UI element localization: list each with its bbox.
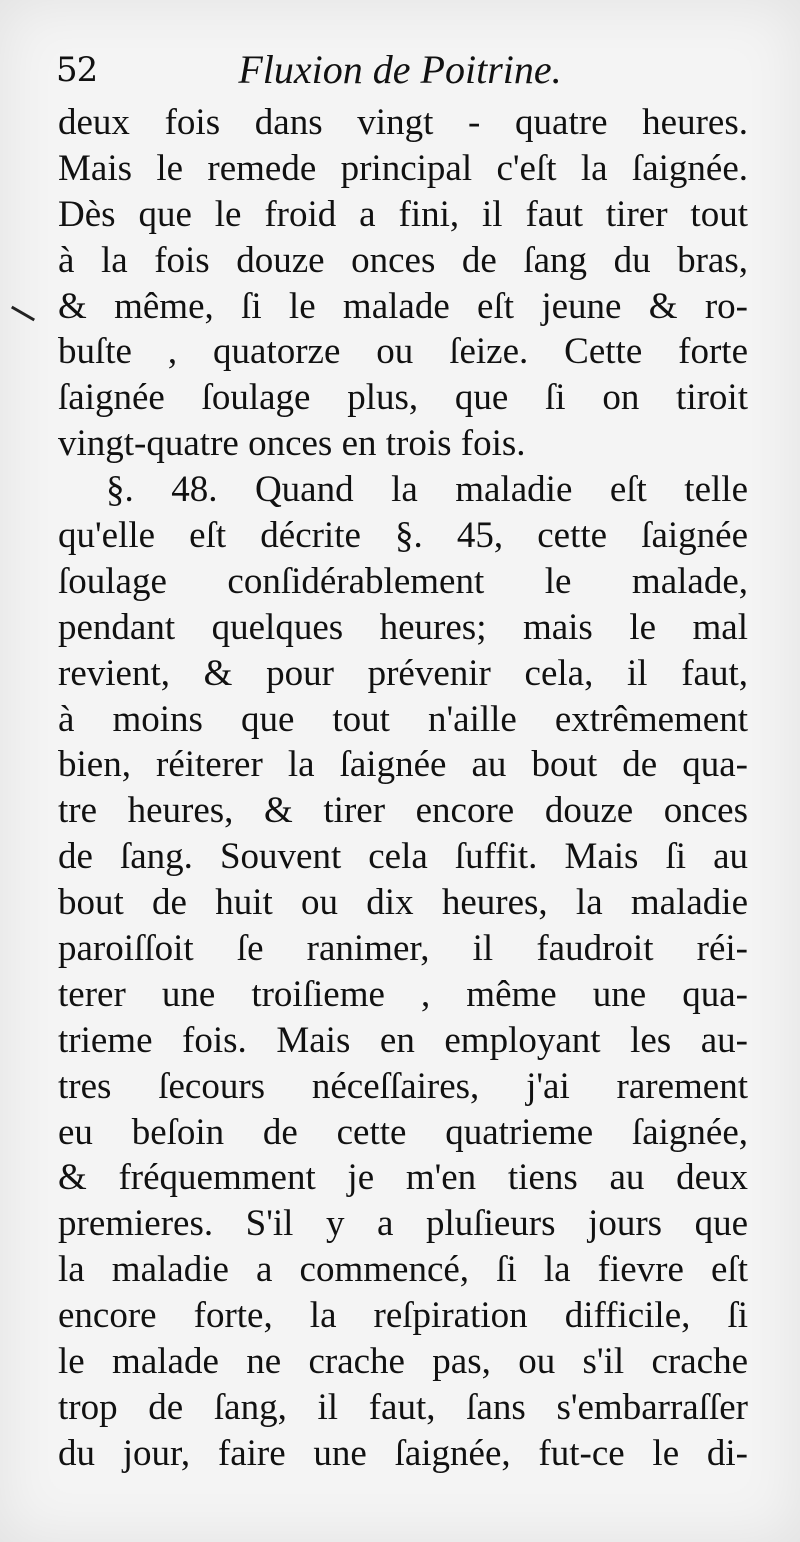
text-line: ſoulage conſidérablement le malade,: [58, 560, 748, 602]
text-line: à moins que tout n'aille extrêmement: [58, 698, 748, 740]
text-line: Mais le remede principal c'eſt la ſaignée.: [58, 147, 748, 189]
text-line: Dès que le froid a fini, il faut tirer tout: [58, 193, 748, 235]
running-head: Fluxion de Poitrine.: [238, 47, 562, 92]
text-line: à la fois douze onces de ſang du bras,: [58, 239, 748, 281]
text-line: premieres. S'il y a pluſieurs jours que: [58, 1203, 748, 1245]
page-number: 52: [56, 50, 98, 90]
text-line: bien, réiterer la ſaignée au bout de qua-: [58, 744, 748, 786]
text-line: buſte , quatorze ou ſeize. Cette forte: [58, 331, 748, 373]
text-line: & même, ſi le malade eſt jeune & ro-: [58, 285, 748, 327]
text-line: paroiſſoit ſe ranimer, il faudroit réi-: [58, 928, 748, 970]
text-line: tre heures, & tirer encore douze onces: [58, 790, 748, 832]
text-line: la maladie a commencé, ſi la fievre eſt: [58, 1249, 748, 1291]
text-line: du jour, faire une ſaignée, fut-ce le di-: [58, 1432, 748, 1474]
body-text: [58, 100, 748, 1477]
text-line: ſaignée ſoulage plus, que ſi on tiroit: [58, 377, 748, 419]
text-line: eu beſoin de cette quatrieme ſaignée,: [58, 1111, 748, 1153]
text-line: revient, & pour prévenir cela, il faut,: [58, 652, 748, 694]
text-line: de ſang. Souvent cela ſuffit. Mais ſi au: [58, 836, 748, 878]
text-line: le malade ne crache pas, ou s'il crache: [58, 1341, 748, 1383]
text-line: encore forte, la reſpiration difficile, ſi: [58, 1295, 748, 1337]
text-line: & fréquemment je m'en tiens au deux: [58, 1157, 748, 1199]
text-line: bout de huit ou dix heures, la maladie: [58, 882, 748, 924]
text-line: qu'elle eſt décrite §. 45, cette ſaignée: [58, 515, 748, 557]
text-line: deux fois dans vingt - quatre heures.: [58, 102, 748, 143]
text-line: vingt-quatre onces en trois fois.: [58, 423, 526, 465]
text-line: tres ſecours néceſſaires, j'ai rarement: [58, 1065, 748, 1107]
text-line: trieme fois. Mais en employant les au-: [58, 1019, 748, 1061]
text-line: pendant quelques heures; mais le mal: [58, 606, 748, 648]
paragraph-start-line: §. 48. Quand la maladie eſt telle: [106, 469, 748, 511]
text-line: terer une troiſieme , même une qua-: [58, 973, 748, 1015]
margin-mark-icon: [11, 306, 35, 322]
text-line: trop de ſang, il faut, ſans s'embarraſſer: [58, 1386, 748, 1428]
